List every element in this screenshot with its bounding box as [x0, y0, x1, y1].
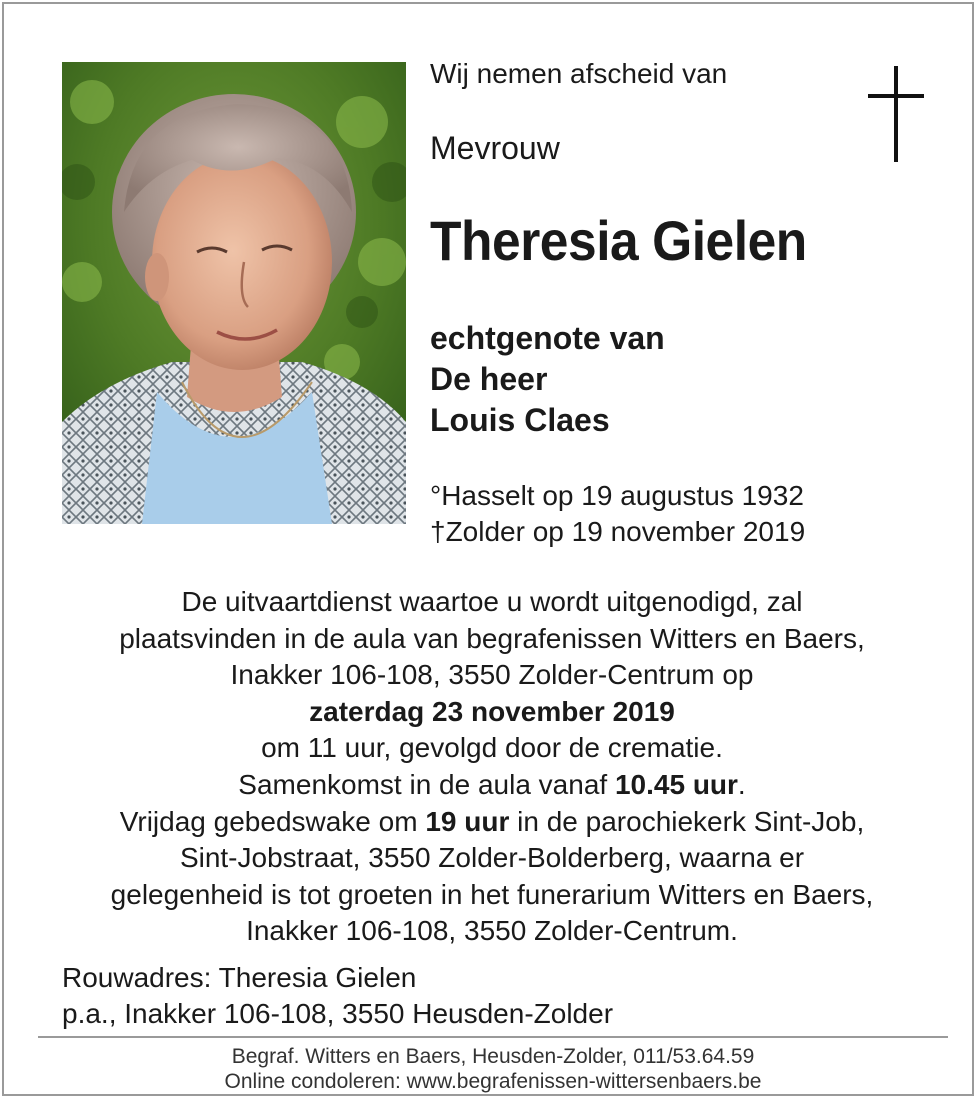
- spouse-name: Louis Claes: [430, 402, 610, 438]
- wake-time: 19 uur: [425, 805, 510, 837]
- birth-date: °Hasselt op 19 augustus 1932: [430, 480, 804, 511]
- cross-icon: [868, 66, 924, 162]
- gathering-text: Samenkomst in de aula vanaf: [238, 768, 615, 800]
- wake-place: in de parochiekerk Sint-Job,: [509, 805, 865, 837]
- wake-text: Vrijdag gebedswake om: [119, 805, 426, 837]
- service-line: De uitvaartdienst waartoe u wordt uitgenodigd, zal: [181, 586, 803, 617]
- service-announcement: [44, 584, 940, 950]
- divider: [38, 1036, 948, 1038]
- service-line: gelegenheid is tot groeten in het funerarium Witters en Baers,: [110, 878, 874, 910]
- service-date: zaterdag 23 november 2019: [309, 695, 675, 727]
- mourning-address: [62, 960, 613, 1032]
- intro-line: Wij nemen afscheid van: [430, 58, 728, 89]
- deceased-name: Theresia Gielen: [430, 209, 807, 272]
- footer: [38, 1044, 948, 1094]
- mourning-address-line: p.a., Inakker 106-108, 3550 Heusden-Zolder: [62, 998, 614, 1029]
- service-line: Inakker 106-108, 3550 Zolder-Centrum.: [246, 915, 738, 947]
- service-line: Sint-Jobstraat, 3550 Zolder-Bolderberg, waarna er: [179, 842, 805, 874]
- spouse-relation: echtgenote van: [430, 320, 665, 356]
- spouse-block: [430, 318, 665, 441]
- undertaker-info: Begraf. Witters en Baers, Heusden-Zolder, 011/53.64.59: [231, 1045, 755, 1068]
- title-prefix: Mevrouw: [430, 130, 560, 166]
- mourning-address-line: Rouwadres: Theresia Gielen: [62, 962, 417, 993]
- service-line: om 11 uur, gevolgd door de crematie.: [261, 732, 723, 764]
- gathering-line: [44, 767, 940, 804]
- gathering-time: 10.45 uur: [614, 768, 738, 800]
- service-line: Inakker 106-108, 3550 Zolder-Centrum op: [230, 659, 754, 691]
- gathering-punct: .: [737, 768, 746, 800]
- obituary-card: [2, 2, 974, 1096]
- wake-line: [44, 804, 940, 841]
- service-line: plaatsvinden in de aula van begrafenissen Witters en Baers,: [119, 622, 865, 654]
- spouse-title: De heer: [430, 361, 548, 397]
- portrait-photo: [62, 62, 406, 524]
- condolence-link[interactable]: Online condoleren: www.begrafenissen-wittersenbaers.be: [224, 1070, 762, 1093]
- life-dates: [430, 478, 805, 550]
- death-date: †Zolder op 19 november 2019: [430, 516, 806, 547]
